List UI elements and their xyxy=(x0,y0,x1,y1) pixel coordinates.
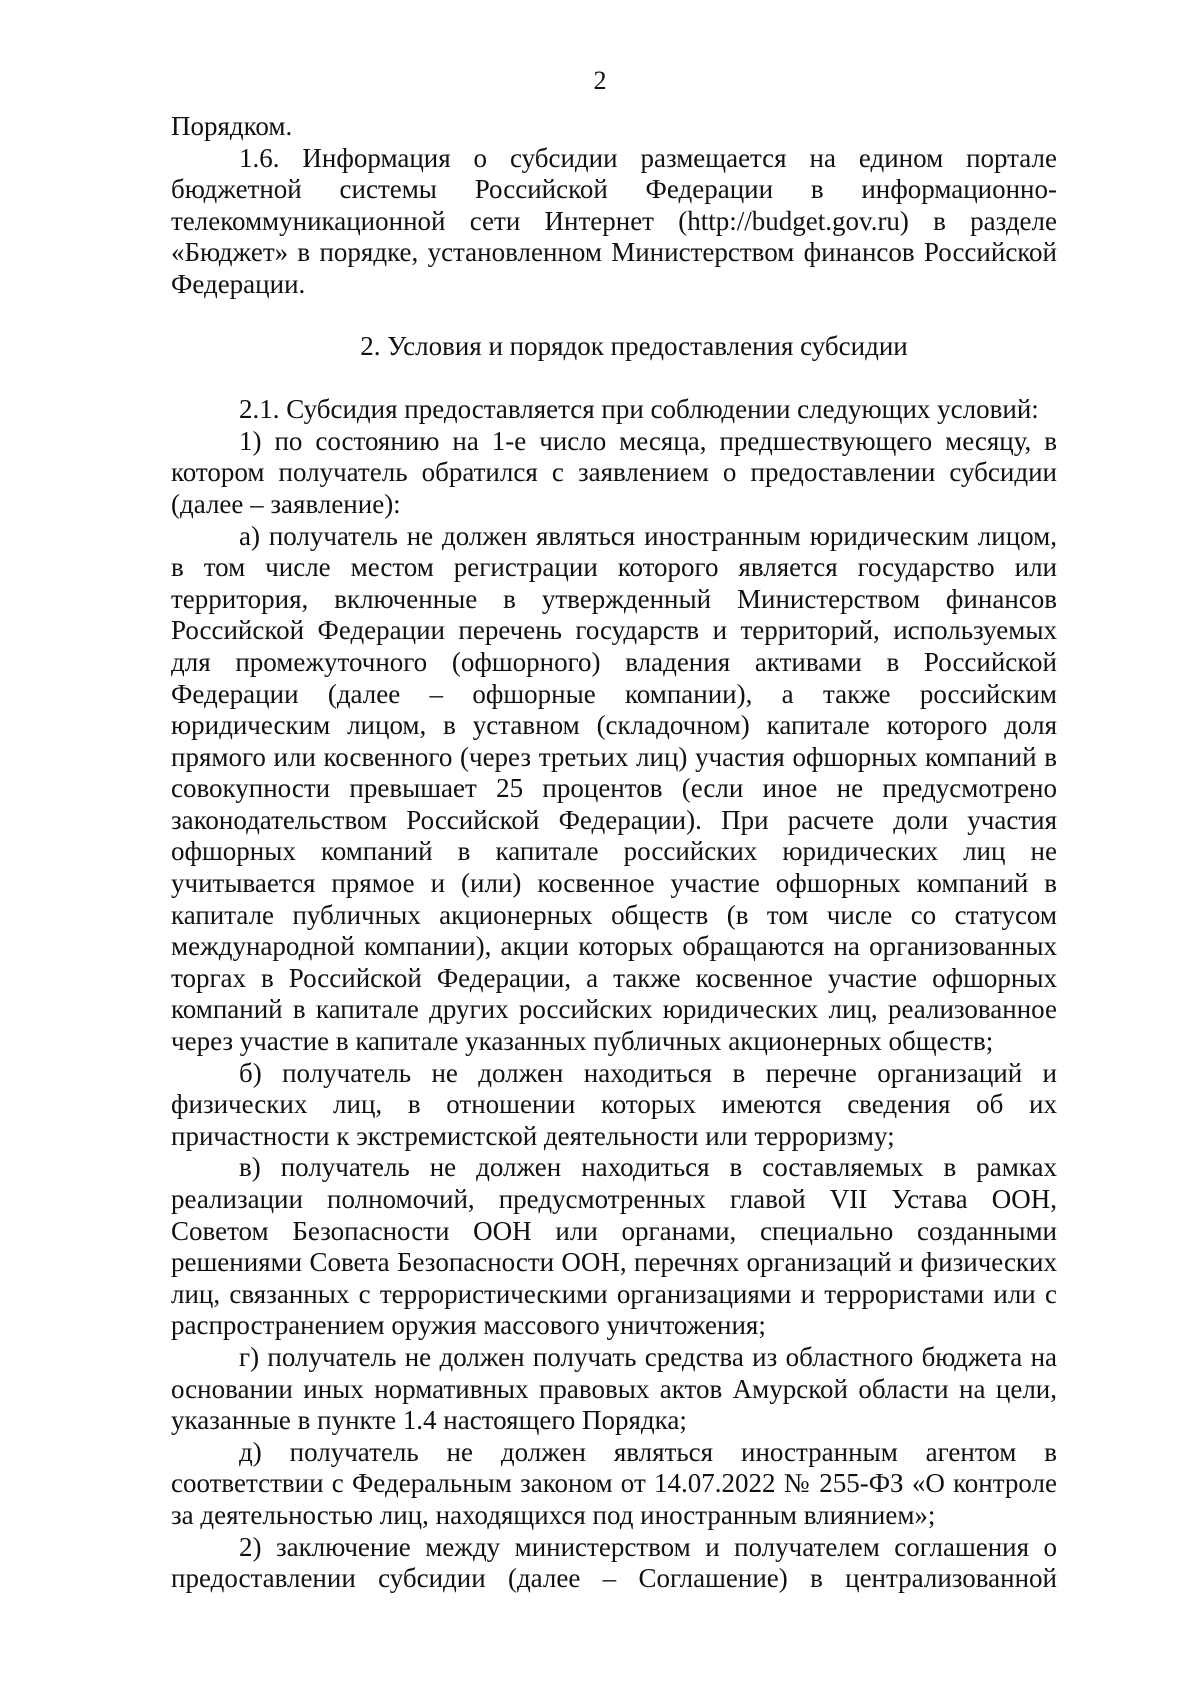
paragraph-1-6: 1.6. Информация о субсидии размещается на едином портале бюджетной системы Российской Федерации в информационно-телекоммуникационной сети Интернет (http://budget.gov.ru) в разделе «Бюджет» в порядке, установленном Министерством финансов Российской Федерации. xyxy=(171,142,1057,299)
paragraph-item-2: 2) заключение между министерством и получателем соглашения о предоставлении субсидии (далее – Соглашение) в централизованной xyxy=(171,1531,1057,1594)
paragraph-item-d: д) получатель не должен являться иностранным агентом в соответствии с Федеральным законом от 14.07.2022 № 255-ФЗ «О контроле за деятельностью лиц, находящихся под иностранным влиянием»; xyxy=(171,1436,1057,1530)
paragraph-item-1: 1) по состоянию на 1-е число месяца, предшествующего месяцу, в котором получатель обратился с заявлением о предоставлении субсидии (далее – заявление): xyxy=(171,425,1057,519)
page-number: 2 xyxy=(593,66,607,95)
paragraph-item-a: а) получатель не должен являться иностранным юридическим лицом, в том числе местом регистрации которого является государство или территория, включенные в утвержденный Министерством финансов Российской Федерации перечень государств и территорий, используемых для промежуточного (офшорного) владения активами в Российской Федерации (далее – офшорные компании), а также российским юридическим лицом, в уставном (складочном) капитале которого доля прямого или косвенного (через третьих лиц) участия офшорных компаний в совокупности превышает 25 процентов (если иное не предусмотрено законодательством Российской Федерации). При расчете доли участия офшорных компаний в капитале российских юридических лиц не учитывается прямое и (или) косвенное участие офшорных компаний в капитале публичных акционерных обществ (в том числе со статусом международной компании), акции которых обращаются на организованных торгах в Российской Федерации, а также косвенное участие офшорных компаний в капитале других российских юридических лиц, реализованное через участие в капитале указанных публичных акционерных обществ; xyxy=(171,520,1057,1057)
paragraph-item-b: б) получатель не должен находиться в перечне организаций и физических лиц, в отношении которых имеются сведения об их причастности к экстремистской деятельности или терроризму; xyxy=(171,1057,1057,1151)
paragraph-2-1: 2.1. Субсидия предоставляется при соблюдении следующих условий: xyxy=(239,394,1039,425)
paragraph-item-g: г) получатель не должен получать средства из областного бюджета на основании иных нормативных правовых актов Амурской области на цели, указанные в пункте 1.4 настоящего Порядка; xyxy=(171,1341,1057,1436)
paragraph-item-v: в) получатель не должен находиться в составляемых в рамках реализации полномочий, предусмотренных главой VII Устава ООН, Советом Безопасности ООН или органами, специально созданными решениями Совета Безопасности ООН, перечнях организаций и физических лиц, связанных с террористическими организациями и террористами или с распространением оружия массового уничтожения; xyxy=(171,1152,1057,1341)
section-heading: 2. Условия и порядок предоставления субсидии xyxy=(360,330,908,361)
document-body xyxy=(171,111,1057,1595)
paragraph-continuation: Порядком. xyxy=(171,111,293,141)
